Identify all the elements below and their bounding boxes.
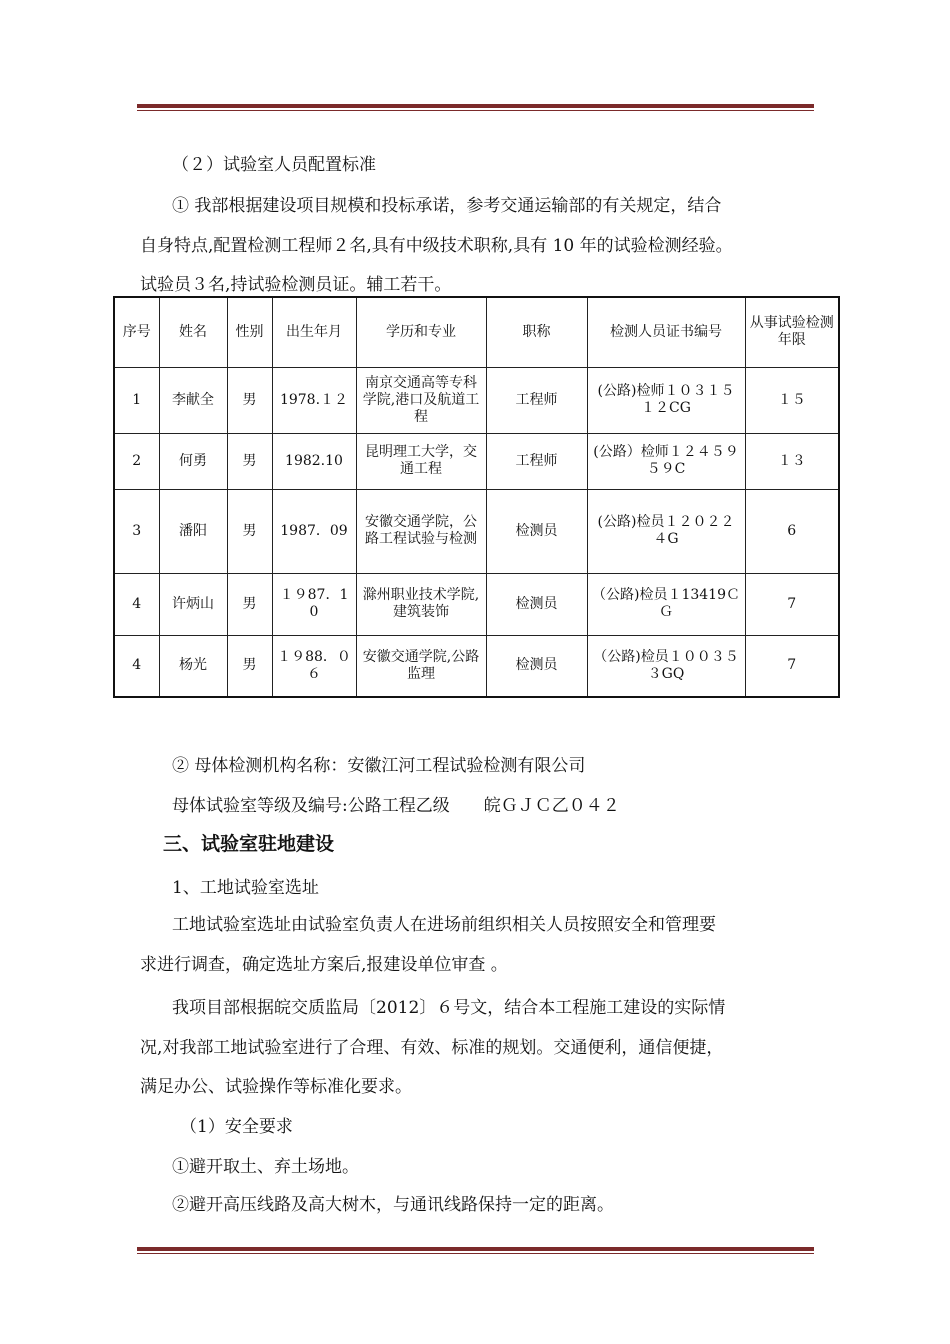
- table-cell: (公路）检师１２４５９５９C: [587, 433, 745, 489]
- header-cell: 性别: [227, 297, 272, 367]
- table-cell: 检测员: [486, 635, 587, 697]
- paragraph-line: 求进行调查，确定选址方案后,报建设单位审查 。: [140, 955, 508, 975]
- table-cell: 工程师: [486, 367, 587, 433]
- header-cell: 从事试验检测年限: [745, 297, 839, 367]
- table-cell: 男: [227, 367, 272, 433]
- table-cell: 男: [227, 635, 272, 697]
- table-cell: １９88．０６: [272, 635, 356, 697]
- paragraph-line: 自身特点,配置检测工程师２名,具有中级技术职称,具有 10 年的试验检测经验。: [140, 236, 733, 256]
- table-cell: 安徽交通学院,公路监理: [356, 635, 486, 697]
- header-cell: 职称: [486, 297, 587, 367]
- table-cell: 男: [227, 433, 272, 489]
- table-cell: 滁州职业技术学院,建筑装饰: [356, 573, 486, 635]
- table-cell: １３: [745, 433, 839, 489]
- table-cell: 男: [227, 573, 272, 635]
- table-cell: 南京交通高等专科学院,港口及航道工程: [356, 367, 486, 433]
- paragraph-line: 满足办公、试验操作等标准化要求。: [140, 1077, 412, 1097]
- chapter-3-title: 三、试验室驻地建设: [163, 833, 335, 855]
- table-cell: 潘阳: [159, 489, 227, 573]
- table-row: [114, 433, 839, 489]
- header-cell: 姓名: [159, 297, 227, 367]
- table-row: [114, 367, 839, 433]
- paragraph-line: 况,对我部工地试验室进行了合理、有效、标准的规划。交通便利，通信便捷，: [140, 1038, 724, 1058]
- table-cell: 7: [745, 635, 839, 697]
- table-row: [114, 635, 839, 697]
- paragraph-line: 工地试验室选址由试验室负责人在进场前组织相关人员按照安全和管理要: [172, 915, 716, 935]
- table-cell: 安徽交通学院，公路工程试验与检测: [356, 489, 486, 573]
- table-cell: 检测员: [486, 573, 587, 635]
- table-cell: (公路)检员１２０２２４G: [587, 489, 745, 573]
- header-cell: 检测人员证书编号: [587, 297, 745, 367]
- parent-org: ② 母体检测机构名称：安徽江河工程试验检测有限公司: [172, 756, 586, 776]
- table-cell: 7: [745, 573, 839, 635]
- table-cell: （公路)检员１００３５３GQ: [587, 635, 745, 697]
- table-row: [114, 489, 839, 573]
- table-cell: 男: [227, 489, 272, 573]
- table-cell: 李献全: [159, 367, 227, 433]
- subsection-title: 1、工地试验室选址: [172, 878, 319, 898]
- paragraph-line: 我项目部根据皖交质监局〔2012〕６号文，结合本工程施工建设的实际情: [172, 998, 726, 1018]
- table-cell: 4: [114, 635, 159, 697]
- table-cell: （公路)检员１13419ＣＧ: [587, 573, 745, 635]
- table-cell: 杨光: [159, 635, 227, 697]
- table-cell: 许炳山: [159, 573, 227, 635]
- footer-rule: [137, 1247, 814, 1254]
- table-row: [114, 573, 839, 635]
- header-cell: 出生年月: [272, 297, 356, 367]
- table-cell: 工程师: [486, 433, 587, 489]
- table-cell: 4: [114, 573, 159, 635]
- table-cell: 检测员: [486, 489, 587, 573]
- table-cell: 何勇: [159, 433, 227, 489]
- table-cell: 1987．09: [272, 489, 356, 573]
- safety-item: ②避开高压线路及高大树木，与通讯线路保持一定的距离。: [172, 1195, 614, 1215]
- table-header-row: [114, 297, 839, 367]
- paragraph-line: 试验员３名,持试验检测员证。辅工若干。: [140, 275, 452, 295]
- safety-item: ①避开取土、弃土场地。: [172, 1157, 359, 1177]
- header-rule: [137, 104, 814, 111]
- parent-level: 母体试验室等级及编号:公路工程乙级 皖ＧＪＣ乙０４２: [172, 796, 620, 816]
- safety-title: （1）安全要求: [180, 1117, 293, 1137]
- table-cell: 昆明理工大学，交通工程: [356, 433, 486, 489]
- table-cell: 1978.１２: [272, 367, 356, 433]
- staff-table: [113, 296, 840, 698]
- table-cell: 1: [114, 367, 159, 433]
- table-cell: 3: [114, 489, 159, 573]
- paragraph-line: ① 我部根据建设项目规模和投标承诺，参考交通运输部的有关规定，结合: [172, 196, 722, 216]
- header-cell: 学历和专业: [356, 297, 486, 367]
- table-cell: 2: [114, 433, 159, 489]
- header-cell: 序号: [114, 297, 159, 367]
- table-cell: １９87．10: [272, 573, 356, 635]
- table-cell: １５: [745, 367, 839, 433]
- table-cell: 1982.10: [272, 433, 356, 489]
- table-cell: 6: [745, 489, 839, 573]
- section-2-title: （２）试验室人员配置标准: [172, 155, 376, 175]
- table-cell: (公路)检师１０３１５１２CG: [587, 367, 745, 433]
